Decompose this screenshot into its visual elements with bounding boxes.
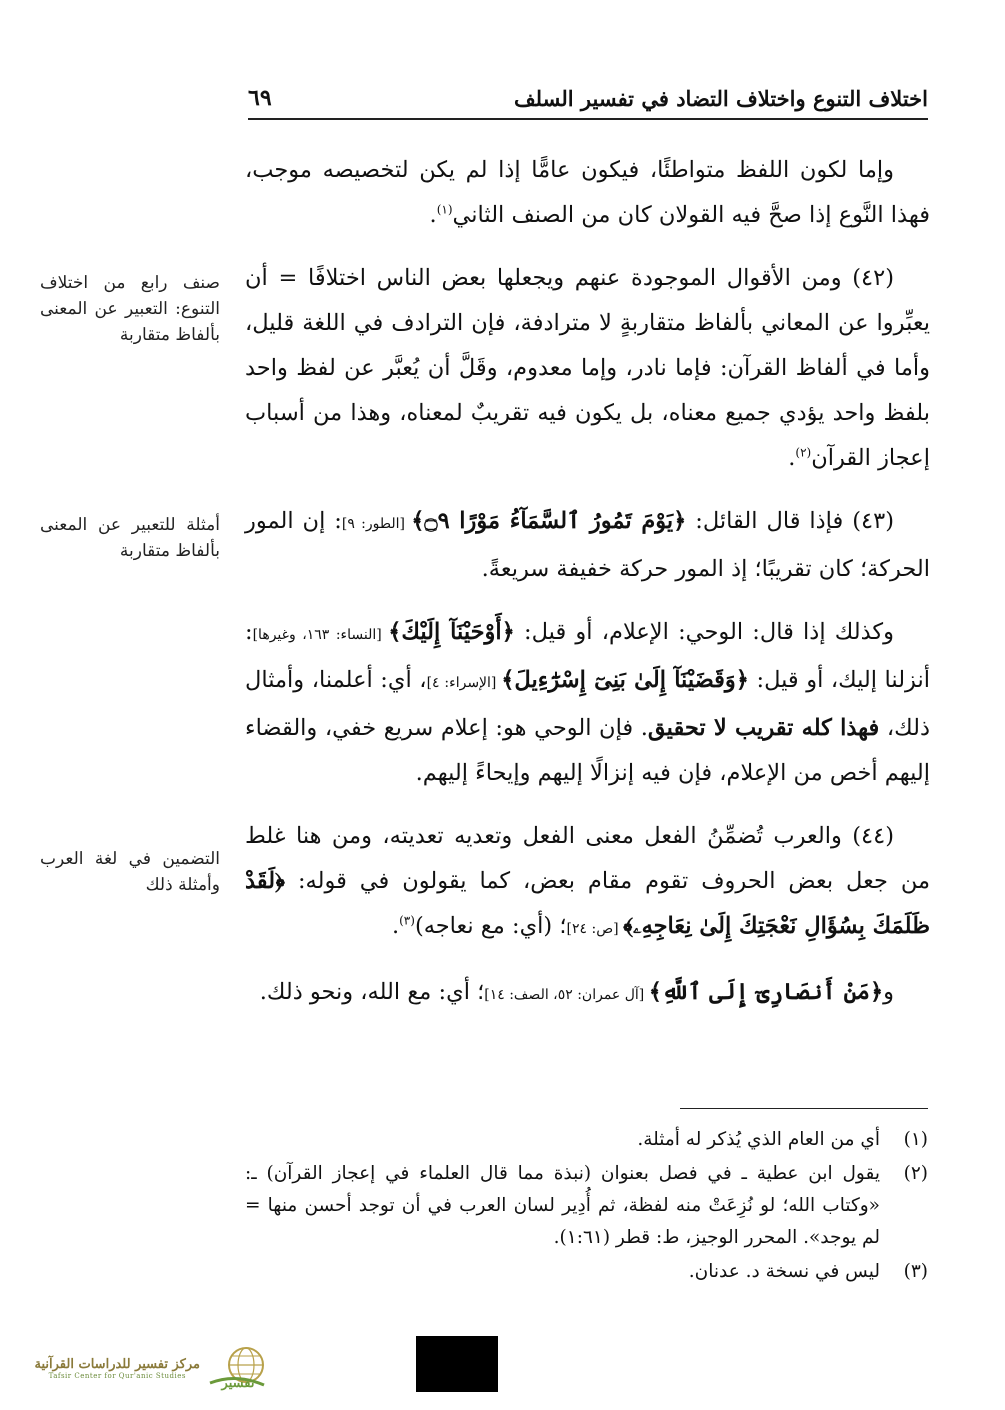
tafsir-center-logo [18,1338,268,1398]
quran-verse: ﴿أَوْحَيْنَآ إِلَيْكَ﴾ [388,619,515,645]
footnote-ref-1[interactable]: (١) [436,202,453,217]
bold-statement: فهذا كله تقريب لا تحقيق [647,715,880,741]
paragraph-1: وإما لكون اللفظ متواطئًا، فيكون عامًّا إذا لم يكن لتخصيصه موجب، فهذا النَّوع إذا صحَّ فيه القولان كان من الصنف الثاني$^{(١)}$. [245,157,930,228]
page-header [248,78,928,120]
page-number: ٦٩ [248,85,272,111]
main-text [245,148,930,1036]
footnote-text: أي من العام الذي يُذكر له أمثلة. [637,1129,880,1150]
verse-reference: [النساء: ١٦٣، وغيرها] [252,627,389,643]
footnote-number: (٣) [903,1261,928,1282]
logo-english: Tafsir Center for Qur'anic Studies [48,1371,186,1380]
margin-note: التضمين في لغة العرب وأمثلة ذلك [40,849,220,895]
logo-mark-text: تفسير [221,1376,255,1391]
footnote-ref-2[interactable]: (٢) [795,445,812,460]
margin-note: أمثلة للتعبير عن المعنى بألفاظ متقاربة [40,515,220,561]
footnote [245,1124,928,1156]
quran-verse: ﴿مَنْ أَنصَارِىٓ إِلَى ٱللَّهِ﴾ [648,979,884,1005]
quran-verse: ﴿وَقَضَيْنَآ إِلَىٰ بَنِىٓ إِسْرَٰٓءِيلَ﴾ [501,667,749,693]
verse-reference: [الطور: ٩] [341,516,412,532]
quran-verse: ﴿لَقَدْ ظَلَمَكَ بِسُؤَالِ نَعْجَتِكَ إِلَىٰ نِعَاجِهِۦ﴾ [245,868,930,939]
logo-arabic: مركز تفسير للدراسات القرآنية [34,1356,200,1372]
footnote [245,1256,928,1288]
footnote-text: يقول ابن عطية ـ في فصل بعنوان (نبذة مما قال العلماء في إعجاز القرآن) ـ: «وكتاب الله؛ لو نُزِعَتْ منه لفظة، ثم أُدِير لسان العرب في أن توجد أحسن منها = لم يوجد». المحرر الوجيز، ط: قطر (١:٦١). [245,1163,880,1248]
footnote [245,1158,928,1254]
paragraph-44: (٤٤) والعرب تُضمِّنُ الفعل معنى الفعل وتعديه تعديته، ومن هنا غلط من جعل بعض الحروف تقوم مقام بعض، كما يقولون في قوله: ﴿لَقَدْ ظَلَمَكَ بِسُؤَالِ نَعْجَتِكَ إِلَىٰ نِعَاجِهِۦ﴾ [ص: ٢٤]؛ (أي: مع نعاجه)$^{(٣)}$. [245,823,930,939]
verse-reference: [ص: ٢٤] [566,921,624,937]
paragraph-ansar: و﴿مَنْ أَنصَارِىٓ إِلَى ٱللَّهِ﴾ [آل عمران: ٥٢، الصف: ١٤]؛ أي: مع الله، ونحو ذلك. [259,979,894,1005]
globe-icon [206,1343,268,1393]
footnote-number: (٢) [903,1163,928,1184]
logo-text [35,1357,200,1380]
footnote-number: (١) [903,1129,928,1150]
footnotes [245,1124,928,1290]
redaction-box [416,1336,498,1392]
verse-reference: [الإسراء: ٤] [426,675,502,691]
quran-verse: ﴿يَوْمَ تَمُورُ ٱلسَّمَآءُ مَوْرًا ۝٩﴾ [411,508,687,534]
paragraph-wahy: وكذلك إذا قال: الوحي: الإعلام، أو قيل: ﴿أَوْحَيْنَآ إِلَيْكَ﴾ [النساء: ١٦٣، وغيرها]: أنزلنا إليك، أو قيل: ﴿وَقَضَيْنَآ إِلَىٰ بَنِىٓ إِسْرَٰٓءِيلَ﴾ [الإسراء: ٤]، أي: أعلمنا، وأمثال ذلك، فهذا كله تقريب لا تحقيق. فإن الوحي هو: إعلام سريع خفي، والقضاء إليهم أخص من الإعلام، فإن فيه إنزالًا إليهم وإيحاءً إليهم. [245,619,930,786]
verse-reference: [آل عمران: ٥٢، الصف: ١٤] [484,987,649,1003]
paragraph-43: (٤٣) فإذا قال القائل: ﴿يَوْمَ تَمُورُ ٱلسَّمَآءُ مَوْرًا ۝٩﴾ [الطور: ٩]: إن المور الحركة؛ كان تقريبًا؛ إذ المور حركة خفيفة سريعةً. [245,508,930,582]
margin-note: صنف رابع من اختلاف التنوع: التعبير عن المعنى بألفاظ متقاربة [40,273,220,345]
running-title: اختلاف التنوع واختلاف التضاد في تفسير السلف [513,85,928,111]
footnote-ref-3[interactable]: (٣) [399,913,415,928]
paragraph-42: (٤٢) ومن الأقوال الموجودة عنهم ويجعلها بعض الناس اختلافًا = أن يعبِّروا عن المعاني بألفاظ متقاربةٍ لا مترادفة، فإن الترادف في اللغة قليل، وأما في ألفاظ القرآن: فإما نادر، وإما معدوم، وقَلَّ أن يُعبَّر عن لفظ واحد بلفظ واحد يؤدي جميع معناه، بل يكون فيه تقريبٌ لمعناه، وهذا من أسباب إعجاز القرآن$^{(٢)}$. [245,265,930,471]
footnote-text: ليس في نسخة د. عدنان. [688,1261,880,1282]
footnote-separator [680,1108,928,1109]
